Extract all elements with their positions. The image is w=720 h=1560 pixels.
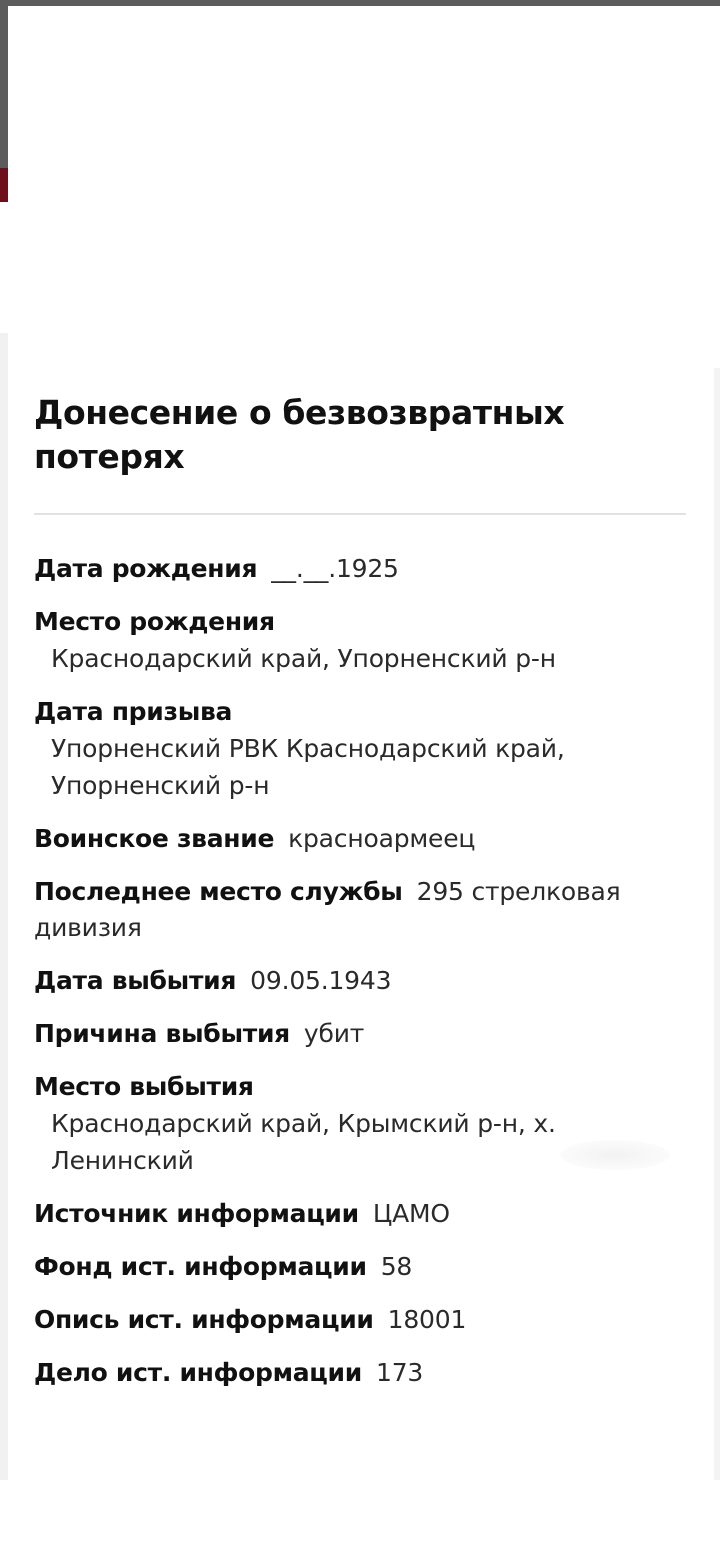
field-label: Воинское звание <box>34 824 275 853</box>
backdrop-header-accent <box>0 168 8 202</box>
field-birth-place <box>34 604 688 677</box>
field-label: Фонд ист. информации <box>34 1252 367 1281</box>
backdrop-page-strip <box>0 333 8 1480</box>
backdrop-overlay[interactable] <box>0 0 720 6</box>
details-list <box>34 551 688 1391</box>
field-value: Краснодарский край, Крымский р-н, х. Ленинский <box>51 1109 556 1175</box>
backdrop-page-edge <box>0 6 8 168</box>
field-value: 58 <box>380 1252 413 1281</box>
field-label: Последнее место службы <box>34 877 403 906</box>
field-birth-date <box>34 551 688 587</box>
field-label: Место рождения <box>34 607 275 636</box>
modal-title: Донесение о безвозвратных потерях <box>34 393 565 476</box>
backdrop-page-right <box>714 368 720 1480</box>
field-label: Дата призыва <box>34 697 233 726</box>
field-info-fund <box>34 1249 688 1285</box>
field-value: 173 <box>375 1358 424 1387</box>
field-label: Источник информации <box>34 1199 359 1228</box>
loss-report-modal <box>8 333 714 1480</box>
field-value: красноармеец <box>288 824 476 853</box>
field-info-inventory <box>34 1302 688 1338</box>
field-label: Дата рождения <box>34 554 258 583</box>
field-info-case <box>34 1355 688 1391</box>
field-label: Причина выбытия <box>34 1019 290 1048</box>
field-label: Дата выбытия <box>34 966 237 995</box>
field-value: __.__.1925 <box>271 554 399 583</box>
field-value: 295 стрелковая дивизия <box>34 877 621 942</box>
field-value: Упорненский РВК Краснодарский край, Упорненский р-н <box>51 734 565 800</box>
field-last-service <box>34 874 688 946</box>
title-divider <box>34 513 686 515</box>
field-label: Дело ист. информации <box>34 1358 362 1387</box>
field-info-source <box>34 1196 688 1232</box>
field-rank <box>34 821 688 857</box>
field-value: 18001 <box>387 1305 467 1334</box>
field-value: убит <box>303 1019 365 1048</box>
field-label: Место выбытия <box>34 1072 254 1101</box>
field-value: Краснодарский край, Упорненский р-н <box>51 644 556 673</box>
field-value: ЦАМО <box>372 1199 450 1228</box>
field-value: 09.05.1943 <box>250 966 392 995</box>
backdrop-shadow <box>560 1140 670 1170</box>
field-conscription <box>34 694 688 804</box>
field-label: Опись ист. информации <box>34 1305 374 1334</box>
field-departure-reason <box>34 1016 688 1052</box>
field-departure-date <box>34 963 688 999</box>
